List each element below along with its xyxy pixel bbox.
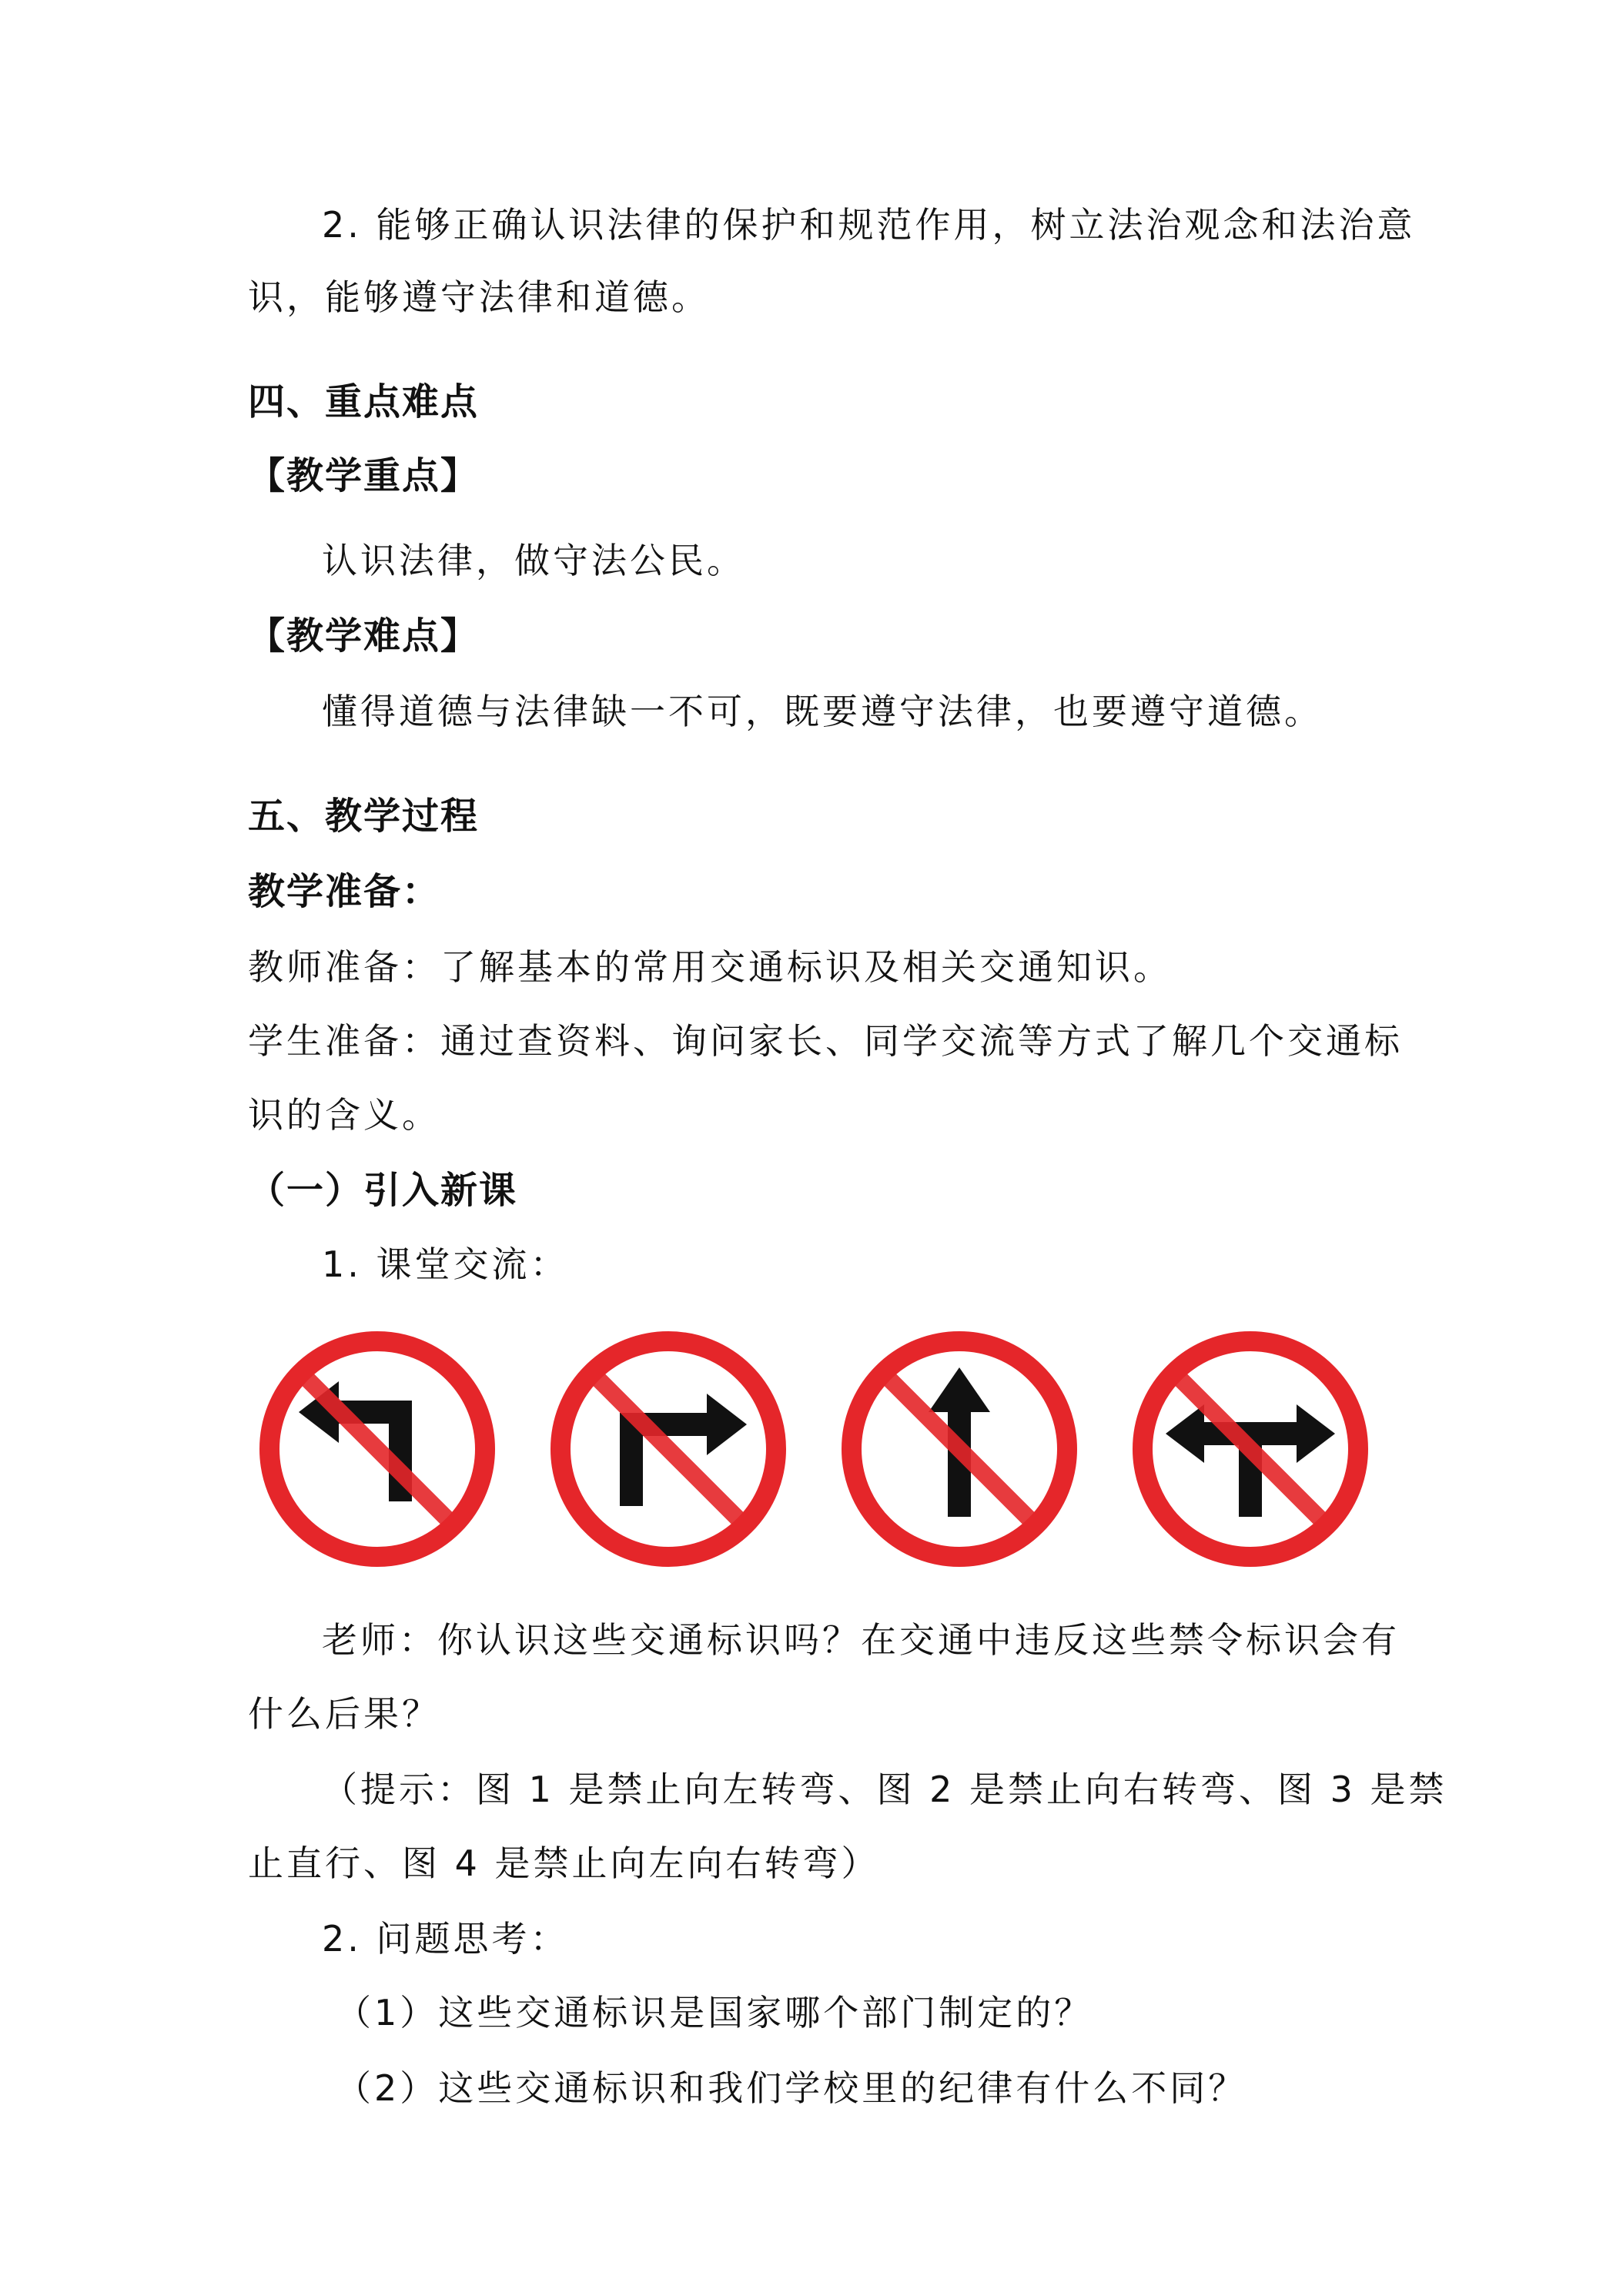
preparation-label: 教学准备：	[248, 870, 441, 913]
step-2-problem-thinking: 2. 问题思考：	[322, 1918, 569, 1960]
teacher-preparation: 教师准备：了解基本的常用交通标识及相关交通知识。	[248, 946, 1172, 988]
traffic-signs-row	[254, 1326, 1378, 1595]
question-2: （2）这些交通标识和我们学校里的纪律有什么不同？	[336, 2067, 1247, 2109]
no-left-or-right-turn-sign-icon	[1127, 1326, 1374, 1572]
no-right-turn-sign-icon	[545, 1326, 791, 1572]
key-point-text: 认识法律，做守法公民。	[322, 540, 745, 581]
no-straight-ahead-sign-icon	[836, 1326, 1083, 1572]
hint-line-2: 止直行、图 4 是禁止向左向右转弯）	[248, 1842, 880, 1884]
student-preparation-line-1: 学生准备：通过查资料、询问家长、同学交流等方式了解几个交通标	[248, 1020, 1403, 1062]
step-1-classroom-exchange: 1. 课堂交流：	[322, 1243, 569, 1285]
difficulty-text: 懂得道德与法律缺一不可，既要遵守法律，也要遵守道德。	[322, 691, 1323, 732]
student-preparation-line-2: 识的含义。	[248, 1094, 440, 1136]
section-heading-teaching-process: 五、教学过程	[248, 795, 480, 838]
objective-item-2-line-1: 2. 能够正确认识法律的保护和规范作用，树立法治观念和法治意	[322, 204, 1416, 246]
teacher-question-line-1: 老师：你认识这些交通标识吗？在交通中违反这些禁令标识会有	[322, 1619, 1400, 1661]
part-one-heading: （一）引入新课	[248, 1169, 518, 1212]
question-1: （1）这些交通标识是国家哪个部门制定的？	[336, 1992, 1093, 2033]
difficulty-label: 【教学难点】	[248, 614, 480, 658]
section-heading-key-points: 四、重点难点	[248, 380, 480, 423]
teacher-question-line-2: 什么后果？	[248, 1693, 440, 1735]
objective-item-2-line-2: 识，能够遵守法律和道德。	[248, 276, 710, 318]
hint-line-1: （提示：图 1 是禁止向左转弯、图 2 是禁止向右转弯、图 3 是禁	[322, 1769, 1447, 1810]
key-point-label: 【教学重点】	[248, 454, 480, 497]
no-left-turn-sign-icon	[254, 1326, 500, 1572]
